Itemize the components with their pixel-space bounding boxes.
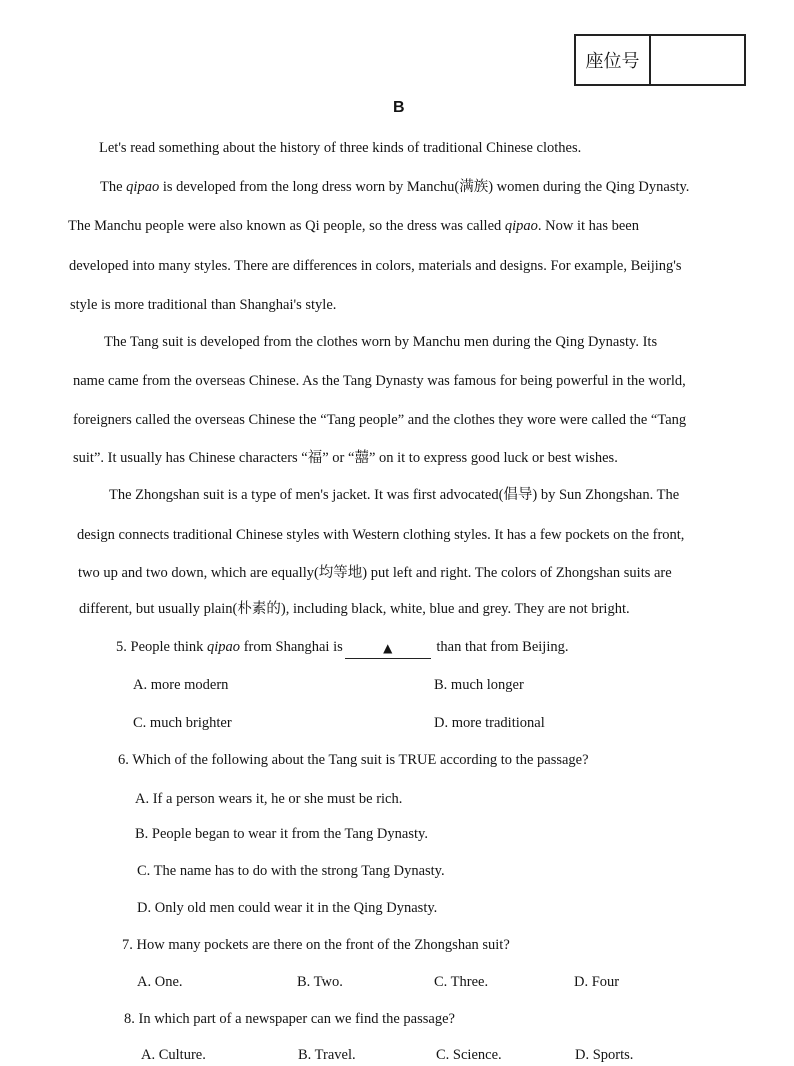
seat-number-label: 座位号 <box>576 36 651 84</box>
question-7-option-b: B. Two. <box>297 974 343 990</box>
p3-line-3: two up and two down, which are equally(均等地) put left and right. The colors of Zhongshan suits are <box>78 565 672 581</box>
section-heading: B <box>393 99 405 116</box>
question-6-option-d: D. Only old men could wear it in the Qing Dynasty. <box>137 900 438 916</box>
p3-line-2: design connects traditional Chinese styles with Western clothing styles. It has a few pockets on the front, <box>77 527 685 543</box>
p2-line-1: The Tang suit is developed from the clothes worn by Manchu men during the Qing Dynasty. Its <box>104 334 658 350</box>
p1-line-2: The Manchu people were also known as Qi people, so the dress was called qipao. Now it has been <box>68 218 639 234</box>
p3-line-1: The Zhongshan suit is a type of men's jacket. It was first advocated(倡导) by Sun Zhongshan. The <box>109 487 680 503</box>
question-7-option-a: A. One. <box>137 974 183 990</box>
p1-line-1: The qipao is developed from the long dress worn by Manchu(满族) women during the Qing Dynasty. <box>100 179 690 195</box>
p3-line-4: different, but usually plain(朴素的), including black, white, blue and grey. They are not bright. <box>79 601 630 617</box>
answer-blank <box>345 638 431 659</box>
triangle-icon: ▲ <box>383 641 393 655</box>
question-5-option-d: D. more traditional <box>434 715 545 731</box>
p1-line-4: style is more traditional than Shanghai's style. <box>70 297 337 313</box>
question-5-stem: 5. People think qipao from Shanghai is ▲ than that from Beijing. <box>116 637 568 658</box>
question-5-option-c: C. much brighter <box>133 715 232 731</box>
question-8-option-a: A. Culture. <box>141 1047 206 1063</box>
question-7-stem: 7. How many pockets are there on the front of the Zhongshan suit? <box>122 937 510 953</box>
p2-line-2: name came from the overseas Chinese. As the Tang Dynasty was famous for being powerful in the world, <box>73 373 686 389</box>
question-5-option-a: A. more modern <box>133 677 229 693</box>
question-8-option-d: D. Sports. <box>575 1047 634 1063</box>
seat-number-box <box>574 34 746 86</box>
question-7-option-d: D. Four <box>574 974 620 990</box>
p1-line-3: developed into many styles. There are differences in colors, materials and designs. For example, Beijing's <box>69 258 682 274</box>
question-6-option-a: A. If a person wears it, he or she must be rich. <box>135 791 403 807</box>
question-8-stem: 8. In which part of a newspaper can we find the passage? <box>124 1011 455 1027</box>
question-6-option-c: C. The name has to do with the strong Tang Dynasty. <box>137 863 445 879</box>
question-8-option-b: B. Travel. <box>298 1047 356 1063</box>
question-6-option-b: B. People began to wear it from the Tang Dynasty. <box>135 826 428 842</box>
question-8-option-c: C. Science. <box>436 1047 502 1063</box>
intro-line: Let's read something about the history of three kinds of traditional Chinese clothes. <box>99 140 582 156</box>
p2-line-4: suit”. It usually has Chinese characters “福” or “囍” on it to express good luck or best wishes. <box>73 450 618 466</box>
question-6-stem: 6. Which of the following about the Tang suit is TRUE according to the passage? <box>118 752 589 768</box>
question-7-option-c: C. Three. <box>434 974 489 990</box>
seat-number-field[interactable] <box>651 36 744 84</box>
question-5-option-b: B. much longer <box>434 677 524 693</box>
p2-line-3: foreigners called the overseas Chinese the “Tang people” and the clothes they wore were called the “Tang <box>73 412 687 428</box>
